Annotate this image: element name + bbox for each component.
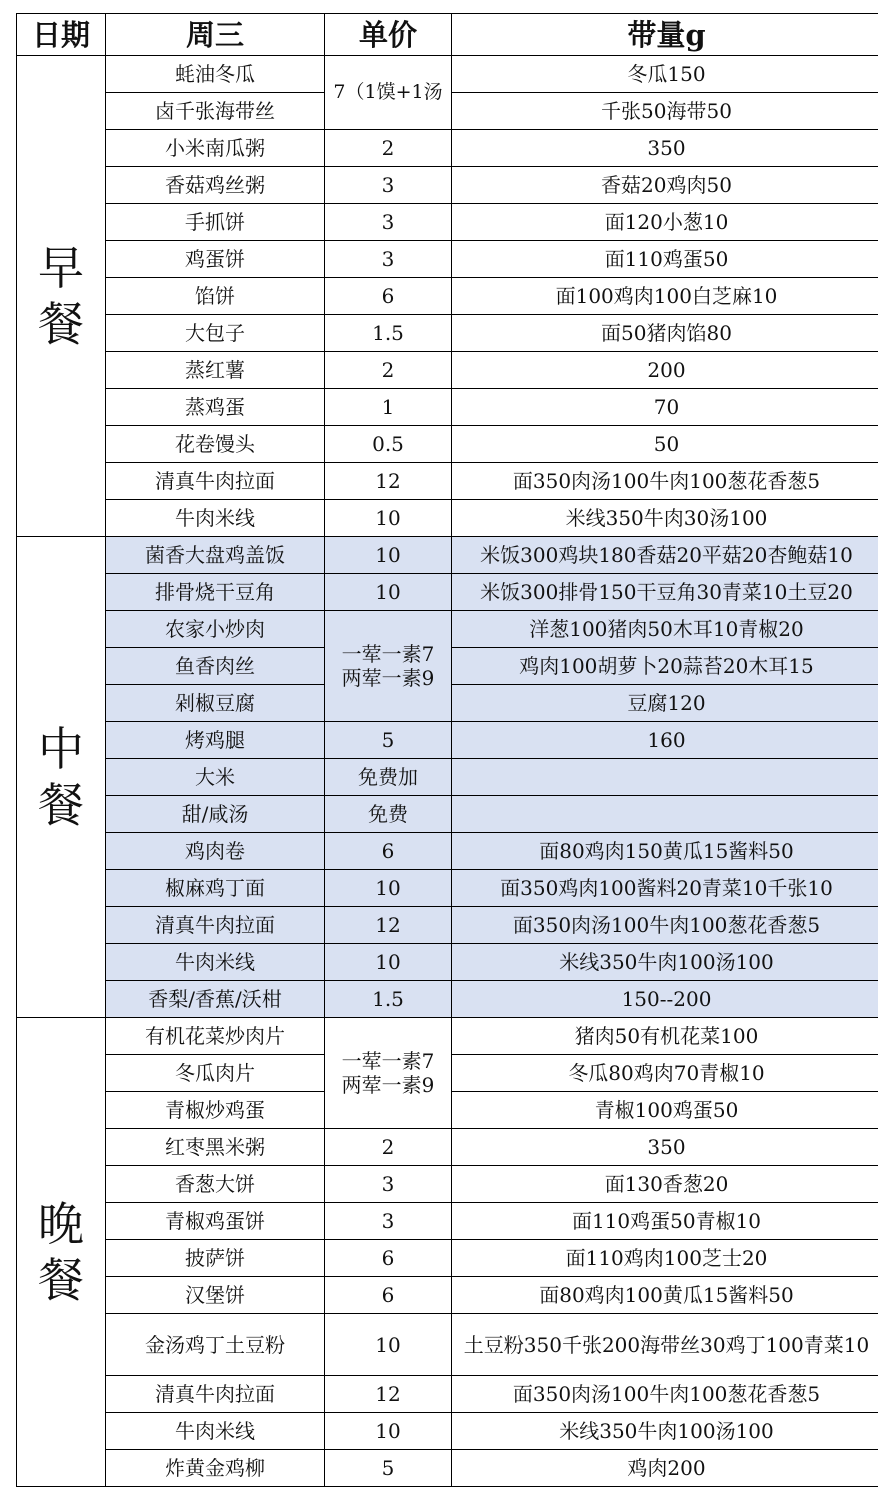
dish-price: 2 (325, 130, 452, 167)
dish-amount: 鸡肉100胡萝卜20蒜苔20木耳15 (452, 648, 878, 685)
table-row (17, 500, 878, 537)
dish-price: 12 (325, 463, 452, 500)
dish-price: 12 (325, 1376, 452, 1413)
dish-amount (452, 796, 878, 833)
dish-amount: 160 (452, 722, 878, 759)
dish-price: 6 (325, 1240, 452, 1277)
table-row (17, 537, 878, 574)
dish-name: 烤鸡腿 (106, 722, 325, 759)
table-row (17, 167, 878, 204)
dish-amount: 洋葱100猪肉50木耳10青椒20 (452, 611, 878, 648)
dish-name: 清真牛肉拉面 (106, 907, 325, 944)
table-row (17, 796, 878, 833)
dish-price: 10 (325, 537, 452, 574)
dish-amount: 猪肉50有机花菜100 (452, 1018, 878, 1055)
dish-price: 6 (325, 278, 452, 315)
dish-name: 汉堡饼 (106, 1277, 325, 1314)
dish-name: 排骨烧干豆角 (106, 574, 325, 611)
combo-price: 一荤一素7 两荤一素9 (325, 1018, 452, 1129)
table-row (17, 1166, 878, 1203)
dish-amount: 面80鸡肉150黄瓜15酱料50 (452, 833, 878, 870)
weekly-menu-table (16, 13, 878, 1487)
dish-amount: 面350肉汤100牛肉100葱花香葱5 (452, 907, 878, 944)
dish-amount: 面350肉汤100牛肉100葱花香葱5 (452, 463, 878, 500)
dish-amount: 米线350牛肉100汤100 (452, 1413, 878, 1450)
dish-amount: 面110鸡蛋50 (452, 241, 878, 278)
table-row (17, 870, 878, 907)
dish-name: 牛肉米线 (106, 500, 325, 537)
dish-amount: 面130香葱20 (452, 1166, 878, 1203)
table-row (17, 611, 878, 648)
dish-amount: 面80鸡肉100黄瓜15酱料50 (452, 1277, 878, 1314)
dish-price: 10 (325, 500, 452, 537)
dish-price: 10 (325, 1314, 452, 1376)
dish-name: 菌香大盘鸡盖饭 (106, 537, 325, 574)
dish-name: 小米南瓜粥 (106, 130, 325, 167)
dish-price: 1.5 (325, 981, 452, 1018)
dish-name: 红枣黑米粥 (106, 1129, 325, 1166)
dish-price: 5 (325, 722, 452, 759)
dish-amount: 米线350牛肉30汤100 (452, 500, 878, 537)
dish-amount: 冬瓜150 (452, 56, 878, 93)
dish-amount: 青椒100鸡蛋50 (452, 1092, 878, 1129)
dish-amount: 豆腐120 (452, 685, 878, 722)
dish-price: 10 (325, 574, 452, 611)
meal-label-dinner: 晚 餐 (17, 1018, 106, 1487)
dish-name: 鱼香肉丝 (106, 648, 325, 685)
dish-amount: 米饭300排骨150干豆角30青菜10土豆20 (452, 574, 878, 611)
table-row (17, 907, 878, 944)
dish-price: 免费加 (325, 759, 452, 796)
dish-name: 剁椒豆腐 (106, 685, 325, 722)
table-row (17, 759, 878, 796)
table-row (17, 426, 878, 463)
combo-price: 7（1馍+1汤 (325, 56, 452, 130)
dish-amount: 米饭300鸡块180香菇20平菇20杏鲍菇10 (452, 537, 878, 574)
dish-name: 鸡蛋饼 (106, 241, 325, 278)
table-row (17, 1129, 878, 1166)
dish-price: 6 (325, 1277, 452, 1314)
table-row (17, 1203, 878, 1240)
dish-price: 10 (325, 1413, 452, 1450)
dish-price: 3 (325, 167, 452, 204)
dish-amount: 鸡肉200 (452, 1450, 878, 1487)
dish-name: 大米 (106, 759, 325, 796)
dish-price: 10 (325, 944, 452, 981)
dish-amount: 350 (452, 1129, 878, 1166)
table-row (17, 1314, 878, 1376)
dish-amount: 面350肉汤100牛肉100葱花香葱5 (452, 1376, 878, 1413)
header-date: 日期 (17, 14, 106, 56)
table-row (17, 278, 878, 315)
dish-amount: 香菇20鸡肉50 (452, 167, 878, 204)
dish-amount: 150--200 (452, 981, 878, 1018)
dish-name: 清真牛肉拉面 (106, 1376, 325, 1413)
table-row (17, 1413, 878, 1450)
dish-amount: 200 (452, 352, 878, 389)
dish-name: 有机花菜炒肉片 (106, 1018, 325, 1055)
dish-price: 3 (325, 1166, 452, 1203)
dish-name: 椒麻鸡丁面 (106, 870, 325, 907)
table-row (17, 463, 878, 500)
dish-amount: 米线350牛肉100汤100 (452, 944, 878, 981)
table-row (17, 981, 878, 1018)
meal-label-breakfast: 早 餐 (17, 56, 106, 537)
dish-name: 馅饼 (106, 278, 325, 315)
dish-price: 1 (325, 389, 452, 426)
table-row (17, 1450, 878, 1487)
table-row (17, 1018, 878, 1055)
dish-name: 香菇鸡丝粥 (106, 167, 325, 204)
dish-name: 青椒鸡蛋饼 (106, 1203, 325, 1240)
dish-price: 0.5 (325, 426, 452, 463)
table-row (17, 574, 878, 611)
dish-name: 金汤鸡丁土豆粉 (106, 1314, 325, 1376)
dish-amount: 面50猪肉馅80 (452, 315, 878, 352)
dish-price: 12 (325, 907, 452, 944)
dish-name: 蚝油冬瓜 (106, 56, 325, 93)
combo-price: 一荤一素7 两荤一素9 (325, 611, 452, 722)
header-amount: 带量g (452, 14, 878, 56)
dish-amount: 70 (452, 389, 878, 426)
table-row (17, 722, 878, 759)
dish-name: 牛肉米线 (106, 944, 325, 981)
table-row (17, 833, 878, 870)
dish-amount: 50 (452, 426, 878, 463)
dish-name: 披萨饼 (106, 1240, 325, 1277)
dish-name: 手抓饼 (106, 204, 325, 241)
dish-price: 5 (325, 1450, 452, 1487)
dish-amount: 土豆粉350千张200海带丝30鸡丁100青菜10 (452, 1314, 878, 1376)
table-row (17, 1376, 878, 1413)
dish-price: 3 (325, 1203, 452, 1240)
dish-amount (452, 759, 878, 796)
header-day: 周三 (106, 14, 325, 56)
table-row (17, 389, 878, 426)
table-row (17, 204, 878, 241)
dish-amount: 面100鸡肉100白芝麻10 (452, 278, 878, 315)
dish-name: 卤千张海带丝 (106, 93, 325, 130)
dish-name: 蒸鸡蛋 (106, 389, 325, 426)
table-row (17, 130, 878, 167)
table-row (17, 352, 878, 389)
dish-name: 花卷馒头 (106, 426, 325, 463)
dish-amount: 面350鸡肉100酱料20青菜10千张10 (452, 870, 878, 907)
dish-amount: 面110鸡肉100芝士20 (452, 1240, 878, 1277)
dish-price: 10 (325, 870, 452, 907)
table-row (17, 56, 878, 93)
dish-amount: 冬瓜80鸡肉70青椒10 (452, 1055, 878, 1092)
dish-amount: 千张50海带50 (452, 93, 878, 130)
dish-name: 农家小炒肉 (106, 611, 325, 648)
dish-amount: 面110鸡蛋50青椒10 (452, 1203, 878, 1240)
table-row (17, 241, 878, 278)
meal-label-lunch: 中 餐 (17, 537, 106, 1018)
table-row (17, 315, 878, 352)
dish-name: 青椒炒鸡蛋 (106, 1092, 325, 1129)
dish-price: 免费 (325, 796, 452, 833)
dish-price: 2 (325, 1129, 452, 1166)
dish-name: 牛肉米线 (106, 1413, 325, 1450)
dish-price: 3 (325, 204, 452, 241)
dish-name: 香梨/香蕉/沃柑 (106, 981, 325, 1018)
dish-price: 2 (325, 352, 452, 389)
dish-amount: 面120小葱10 (452, 204, 878, 241)
table-row (17, 1277, 878, 1314)
table-row (17, 944, 878, 981)
dish-name: 大包子 (106, 315, 325, 352)
dish-name: 甜/咸汤 (106, 796, 325, 833)
dish-name: 清真牛肉拉面 (106, 463, 325, 500)
dish-name: 炸黄金鸡柳 (106, 1450, 325, 1487)
table-row (17, 1240, 878, 1277)
dish-amount: 350 (452, 130, 878, 167)
header-row (17, 14, 878, 56)
dish-name: 香葱大饼 (106, 1166, 325, 1203)
dish-price: 3 (325, 241, 452, 278)
dish-name: 鸡肉卷 (106, 833, 325, 870)
dish-name: 蒸红薯 (106, 352, 325, 389)
dish-name: 冬瓜肉片 (106, 1055, 325, 1092)
header-price: 单价 (325, 14, 452, 56)
dish-price: 6 (325, 833, 452, 870)
dish-price: 1.5 (325, 315, 452, 352)
